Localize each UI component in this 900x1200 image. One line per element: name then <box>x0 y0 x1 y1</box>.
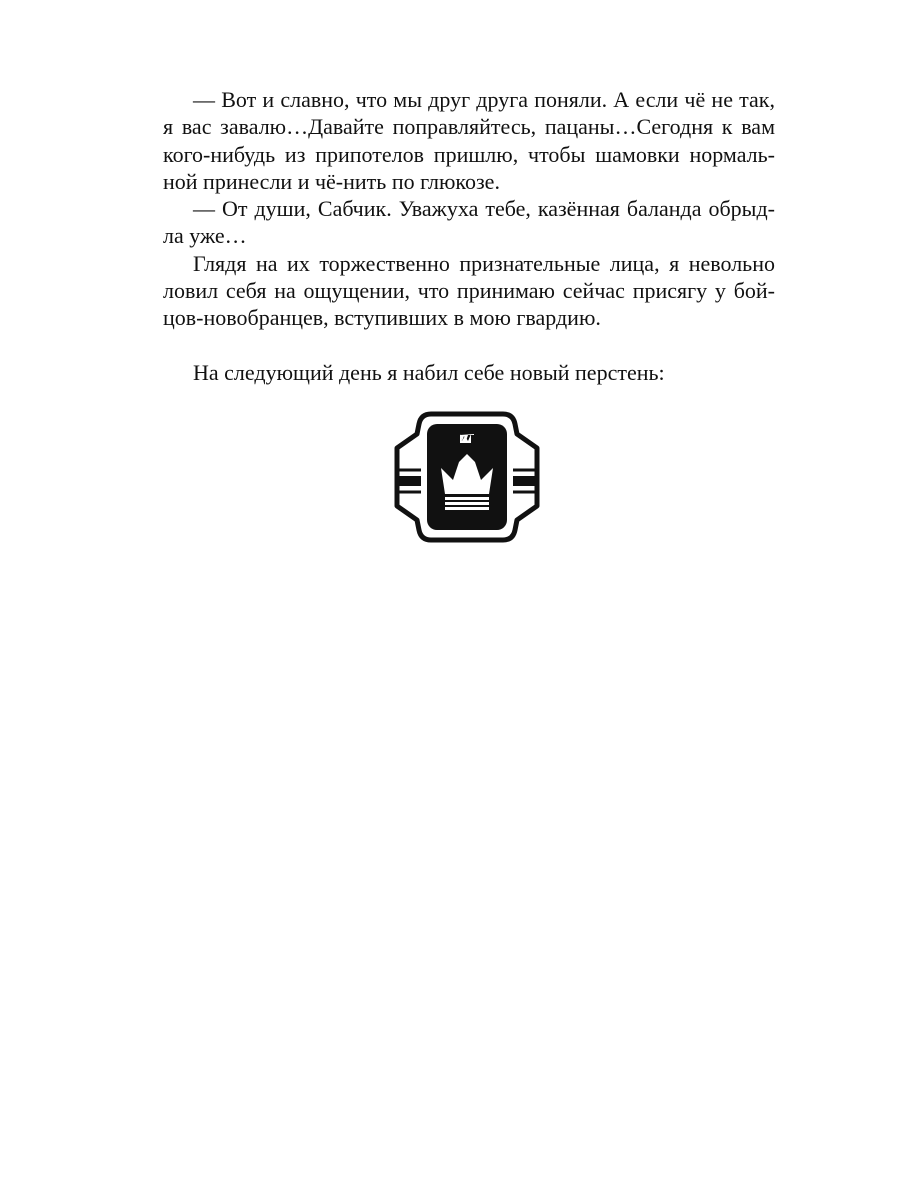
paragraph-narration <box>163 250 775 332</box>
text-line: — От души, Сабчик. Уважуха тебе, казённая баланда обрыд- <box>193 196 775 222</box>
paragraph-dialogue-1 <box>163 86 775 195</box>
text-line: — Вот и славно, что мы друг друга поняли. А если чё не так, <box>193 87 775 112</box>
text-line: ловил себя на ощущении, что принимаю сейчас присягу у бой- <box>163 278 775 304</box>
body-text <box>163 86 775 386</box>
text-line: Глядя на их торжественно признательные лица, я невольно <box>193 250 775 276</box>
text-line: ла уже… <box>163 223 247 249</box>
text-line: кого-нибудь из припотелов пришлю, чтобы шамовки нормаль- <box>163 141 775 167</box>
text-line: цов-новобранцев, вступивших в мою гвардию. <box>163 305 601 331</box>
text-line: ной принесли и чё-нить по глюкозе. <box>163 168 500 194</box>
text-line: На следующий день я набил себе новый перстень: <box>193 359 665 385</box>
text-line: я вас завалю…Давайте поправляйтесь, пацаны…Сегодня к вам <box>163 114 775 140</box>
paragraph-spacer <box>163 332 775 359</box>
ring-with-crown-icon <box>391 410 543 544</box>
paragraph-ring-intro <box>163 359 775 386</box>
paragraph-dialogue-2 <box>163 195 775 250</box>
